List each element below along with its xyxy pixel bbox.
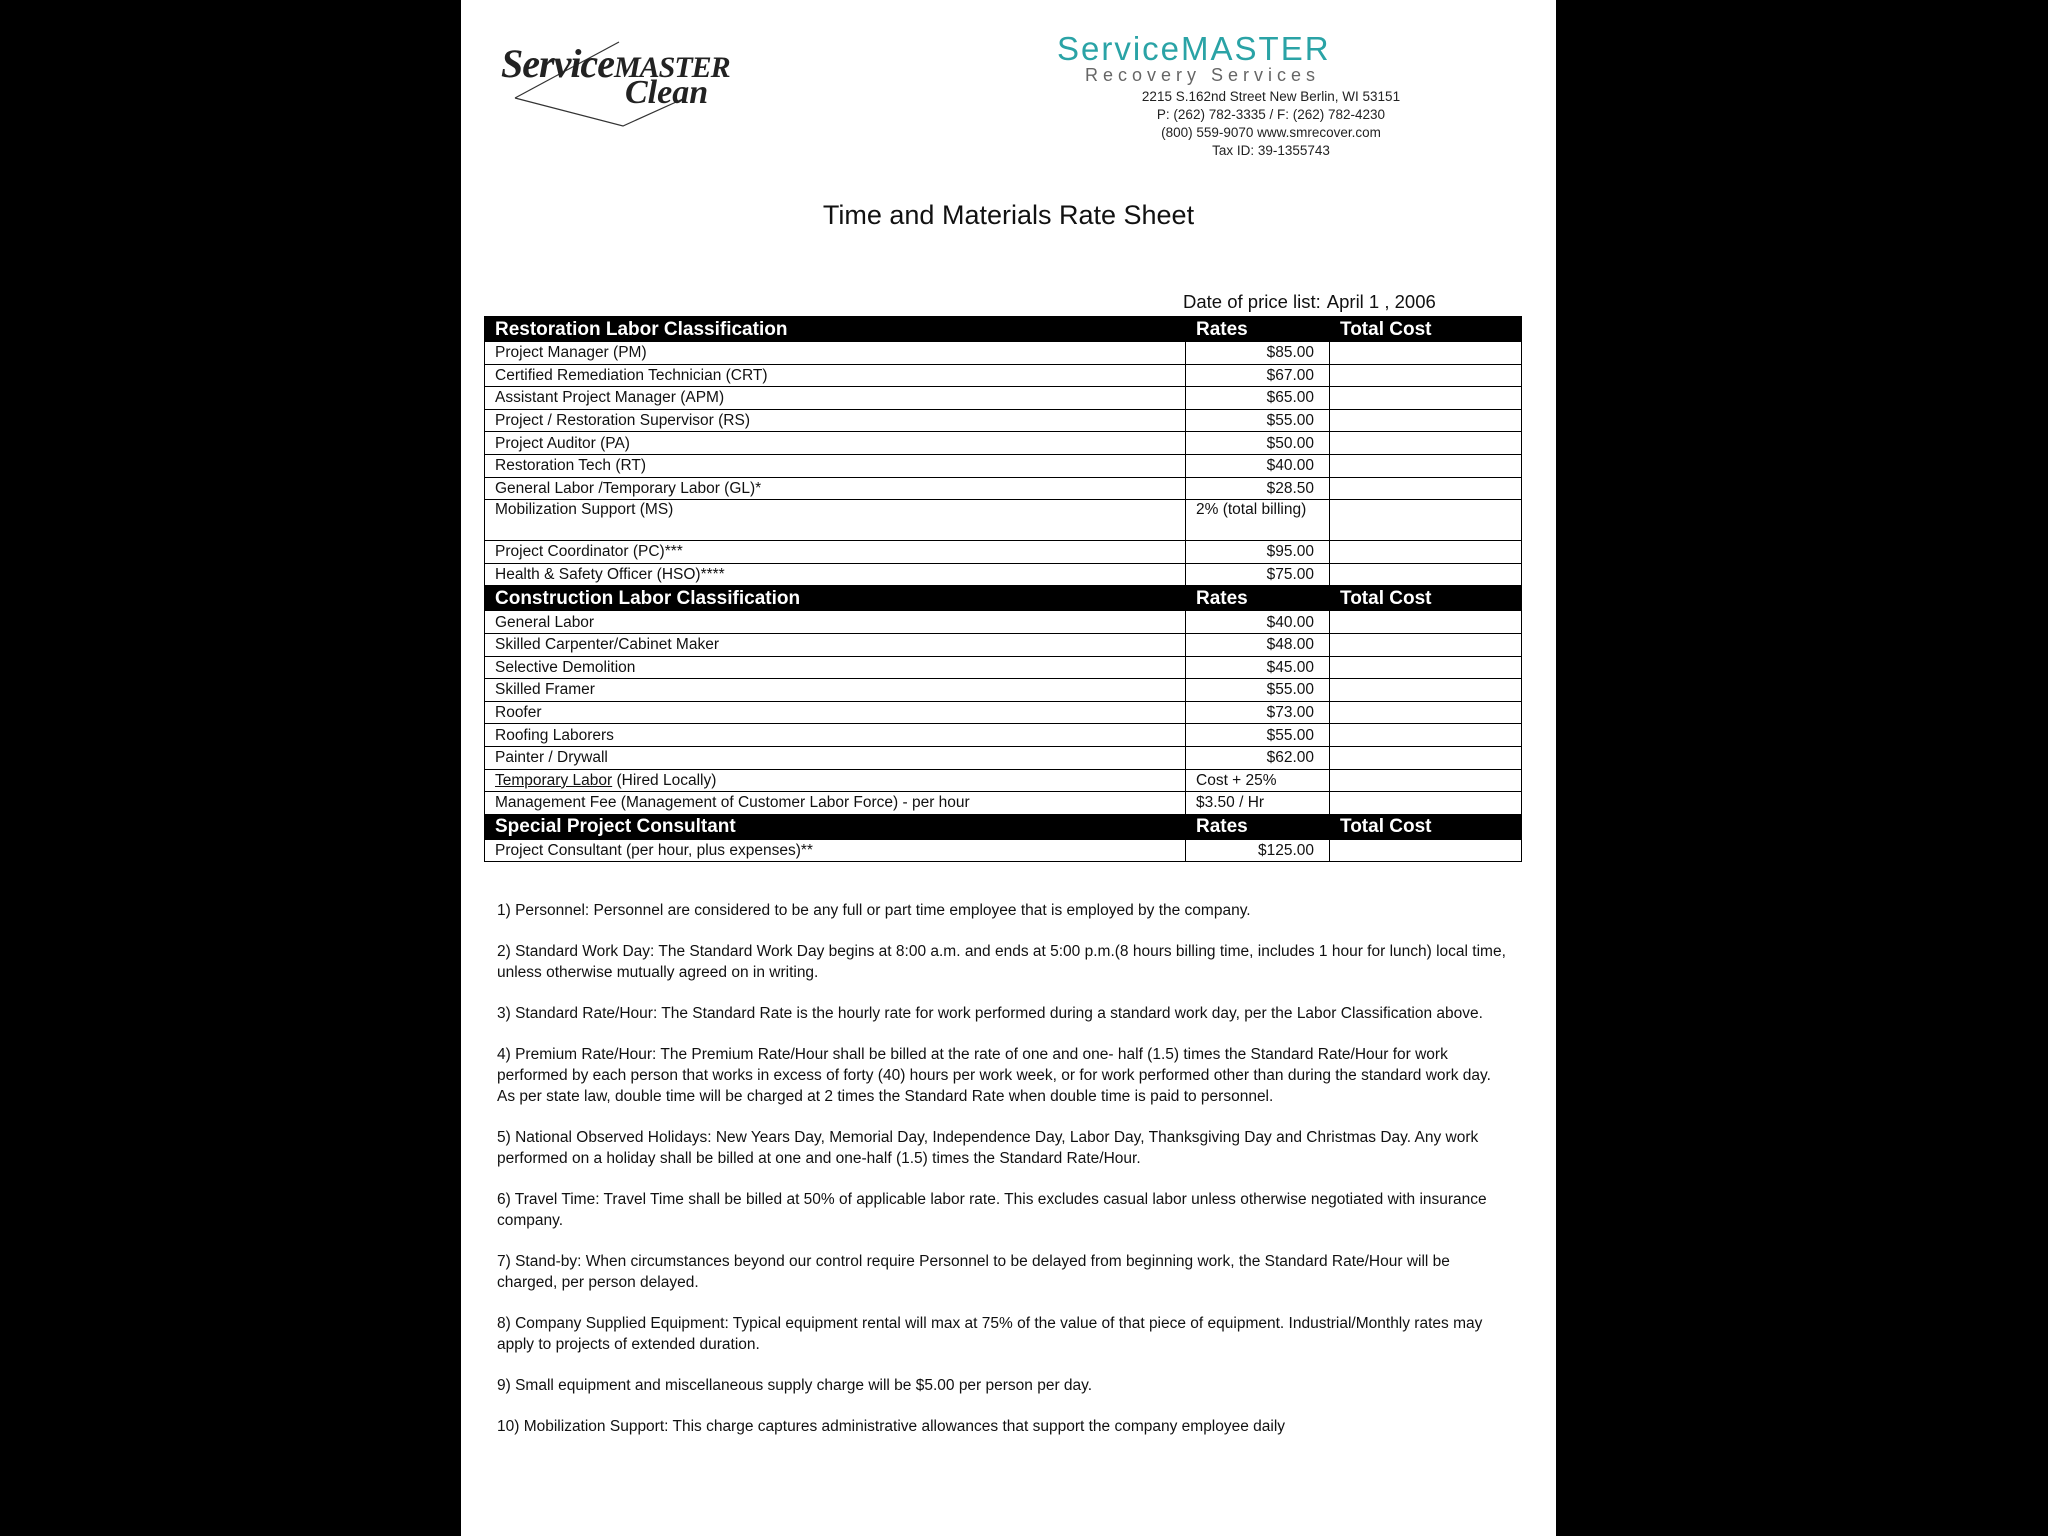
rate-value: $45.00 xyxy=(1186,656,1330,679)
section-header-construction xyxy=(485,586,1522,611)
rate-value: $50.00 xyxy=(1186,432,1330,455)
web-line: (800) 559-9070 www.smrecover.com xyxy=(1161,125,1381,140)
total-cost-cell xyxy=(1330,746,1522,769)
labor-label: Project Manager (PM) xyxy=(485,342,1186,365)
rates-header: Rates xyxy=(1186,814,1330,839)
total-cost-header: Total Cost xyxy=(1330,814,1522,839)
rate-value: $55.00 xyxy=(1186,724,1330,747)
section-header-consultant xyxy=(485,814,1522,839)
labor-label: Health & Safety Officer (HSO)**** xyxy=(485,563,1186,586)
address-line: 2215 S.162nd Street New Berlin, WI 53151 xyxy=(1141,89,1401,104)
labor-label-underlined: Temporary Labor xyxy=(495,771,613,789)
total-cost-cell xyxy=(1330,541,1522,564)
labor-label: General Labor /Temporary Labor (GL)* xyxy=(485,477,1186,500)
total-cost-cell xyxy=(1330,679,1522,702)
section-header-restoration xyxy=(485,317,1522,342)
table-row xyxy=(485,387,1522,410)
total-cost-cell xyxy=(1330,563,1522,586)
tax-id-line: Tax ID: 39-1355743 xyxy=(1212,143,1330,158)
date-value: April 1 , 2006 xyxy=(1326,291,1436,312)
rate-value: $3.50 / Hr xyxy=(1186,792,1330,815)
table-row xyxy=(485,611,1522,634)
rate-value: Cost + 25% xyxy=(1186,769,1330,792)
total-cost-cell xyxy=(1330,611,1522,634)
note-standard-rate: 3) Standard Rate/Hour: The Standard Rate is the hourly rate for work performed during a standard work day, per the Labor Classification above. xyxy=(497,1005,1483,1022)
labor-label: Mobilization Support (MS) xyxy=(485,500,1186,541)
rate-value: $40.00 xyxy=(1186,454,1330,477)
phone-line: P: (262) 782-3335 / F: (262) 782-4230 xyxy=(1156,107,1386,122)
total-cost-cell xyxy=(1330,477,1522,500)
table-row xyxy=(485,500,1522,541)
labor-label: Project Coordinator (PC)*** xyxy=(485,541,1186,564)
total-cost-cell xyxy=(1330,701,1522,724)
table-row xyxy=(485,656,1522,679)
table-row xyxy=(485,679,1522,702)
rate-value: $55.00 xyxy=(1186,409,1330,432)
labor-label: Project / Restoration Supervisor (RS) xyxy=(485,409,1186,432)
labor-label: General Labor xyxy=(485,611,1186,634)
labor-label: Management Fee (Management of Customer Labor Force) - per hour xyxy=(485,792,1186,815)
note-equipment: 8) Company Supplied Equipment: Typical equipment rental will max at 75% of the value of that piece of equipment. Industrial/Monthly rates may apply to projects of extended duration. xyxy=(497,1315,1483,1353)
rate-table xyxy=(484,316,1522,862)
rate-value: $55.00 xyxy=(1186,679,1330,702)
brand-name: ServiceMASTER xyxy=(1057,30,1331,67)
table-row xyxy=(485,432,1522,455)
labor-label: Certified Remediation Technician (CRT) xyxy=(485,364,1186,387)
section-heading: Construction Labor Classification xyxy=(485,586,1186,611)
table-row xyxy=(485,769,1522,792)
servicemaster-clean-logo xyxy=(501,40,731,130)
table-row xyxy=(485,541,1522,564)
rate-value: $65.00 xyxy=(1186,387,1330,410)
section-heading: Restoration Labor Classification xyxy=(485,317,1186,342)
labor-label: Selective Demolition xyxy=(485,656,1186,679)
rate-value: $28.50 xyxy=(1186,477,1330,500)
note-holidays: 5) National Observed Holidays: New Years Day, Memorial Day, Independence Day, Labor Day, Thanksgiving Day and Christmas Day. Any work performed on a holiday shall be billed at one and one-half (1.5) times the Standard Rate/Hour. xyxy=(497,1129,1479,1167)
section-heading: Special Project Consultant xyxy=(485,814,1186,839)
note-personnel: 1) Personnel: Personnel are considered to be any full or part time employee that is employed by the company. xyxy=(497,902,1251,919)
table-row xyxy=(485,724,1522,747)
table-row xyxy=(485,364,1522,387)
table-row xyxy=(485,409,1522,432)
total-cost-cell xyxy=(1330,409,1522,432)
total-cost-cell xyxy=(1330,364,1522,387)
total-cost-cell xyxy=(1330,500,1522,541)
table-row xyxy=(485,792,1522,815)
total-cost-cell xyxy=(1330,839,1522,862)
labor-label: Project Consultant (per hour, plus expenses)** xyxy=(485,839,1186,862)
labor-label: Painter / Drywall xyxy=(485,746,1186,769)
note-stand-by: 7) Stand-by: When circumstances beyond our control require Personnel to be delayed from beginning work, the Standard Rate/Hour will be charged, per person delayed. xyxy=(497,1253,1450,1291)
rate-value: $62.00 xyxy=(1186,746,1330,769)
labor-label: Project Auditor (PA) xyxy=(485,432,1186,455)
brand-subtitle: Recovery Services xyxy=(1085,65,1321,85)
table-row xyxy=(485,701,1522,724)
rate-value: $40.00 xyxy=(1186,611,1330,634)
total-cost-cell xyxy=(1330,724,1522,747)
terms-notes xyxy=(497,900,1507,1457)
rate-value: $85.00 xyxy=(1186,342,1330,365)
total-cost-cell xyxy=(1330,387,1522,410)
labor-label: Roofer xyxy=(485,701,1186,724)
note-travel-time: 6) Travel Time: Travel Time shall be billed at 50% of applicable labor rate. This excludes casual labor unless otherwise negotiated with insurance company. xyxy=(497,1191,1487,1229)
labor-label: Roofing Laborers xyxy=(485,724,1186,747)
document-page xyxy=(461,0,1556,1536)
servicemaster-recovery-logo xyxy=(1057,32,1477,84)
logo-line1: ServiceMASTER xyxy=(501,41,730,86)
labor-label: Restoration Tech (RT) xyxy=(485,454,1186,477)
rate-value: $73.00 xyxy=(1186,701,1330,724)
labor-label-rest: (Hired Locally) xyxy=(612,771,717,789)
labor-label: Assistant Project Manager (APM) xyxy=(485,387,1186,410)
note-standard-work-day: 2) Standard Work Day: The Standard Work Day begins at 8:00 a.m. and ends at 5:00 p.m.(8 hours billing time, includes 1 hour for lunch) local time, unless otherwise mutually agreed on in writing. xyxy=(497,943,1506,981)
total-cost-cell xyxy=(1330,633,1522,656)
rate-value: $67.00 xyxy=(1186,364,1330,387)
rates-header: Rates xyxy=(1186,586,1330,611)
logo-line2: Clean xyxy=(625,74,709,111)
price-list-date xyxy=(1183,291,1436,313)
total-cost-header: Total Cost xyxy=(1330,317,1522,342)
total-cost-cell xyxy=(1330,656,1522,679)
total-cost-cell xyxy=(1330,432,1522,455)
table-row xyxy=(485,454,1522,477)
company-address-block xyxy=(1061,88,1481,160)
total-cost-cell xyxy=(1330,769,1522,792)
rates-header: Rates xyxy=(1186,317,1330,342)
rate-value: $75.00 xyxy=(1186,563,1330,586)
table-row xyxy=(485,563,1522,586)
labor-label: Skilled Framer xyxy=(485,679,1186,702)
total-cost-cell xyxy=(1330,342,1522,365)
total-cost-header: Total Cost xyxy=(1330,586,1522,611)
note-premium-rate: 4) Premium Rate/Hour: The Premium Rate/Hour shall be billed at the rate of one and one- half (1.5) times the Standard Rate/Hour for work performed by each person that works in excess of forty (40) hours per work week, or for work performed other than during the standard work day. As per state law, double time will be charged at 2 times the Standard Rate when double time is paid to personnel. xyxy=(497,1046,1491,1105)
table-row xyxy=(485,839,1522,862)
table-row xyxy=(485,477,1522,500)
note-mobilization: 10) Mobilization Support: This charge captures administrative allowances that support the company employee daily xyxy=(497,1418,1286,1435)
table-row xyxy=(485,746,1522,769)
total-cost-cell xyxy=(1330,454,1522,477)
rate-value: 2% (total billing) xyxy=(1186,500,1330,541)
rate-value: $95.00 xyxy=(1186,541,1330,564)
table-row xyxy=(485,342,1522,365)
date-label: Date of price list: xyxy=(1183,291,1321,312)
labor-label xyxy=(485,769,1186,792)
rate-value: $48.00 xyxy=(1186,633,1330,656)
note-supply-charge: 9) Small equipment and miscellaneous supply charge will be $5.00 per person per day. xyxy=(497,1377,1093,1394)
labor-label: Skilled Carpenter/Cabinet Maker xyxy=(485,633,1186,656)
table-row xyxy=(485,633,1522,656)
total-cost-cell xyxy=(1330,792,1522,815)
rate-value: $125.00 xyxy=(1186,839,1330,862)
document-title: Time and Materials Rate Sheet xyxy=(822,200,1195,230)
